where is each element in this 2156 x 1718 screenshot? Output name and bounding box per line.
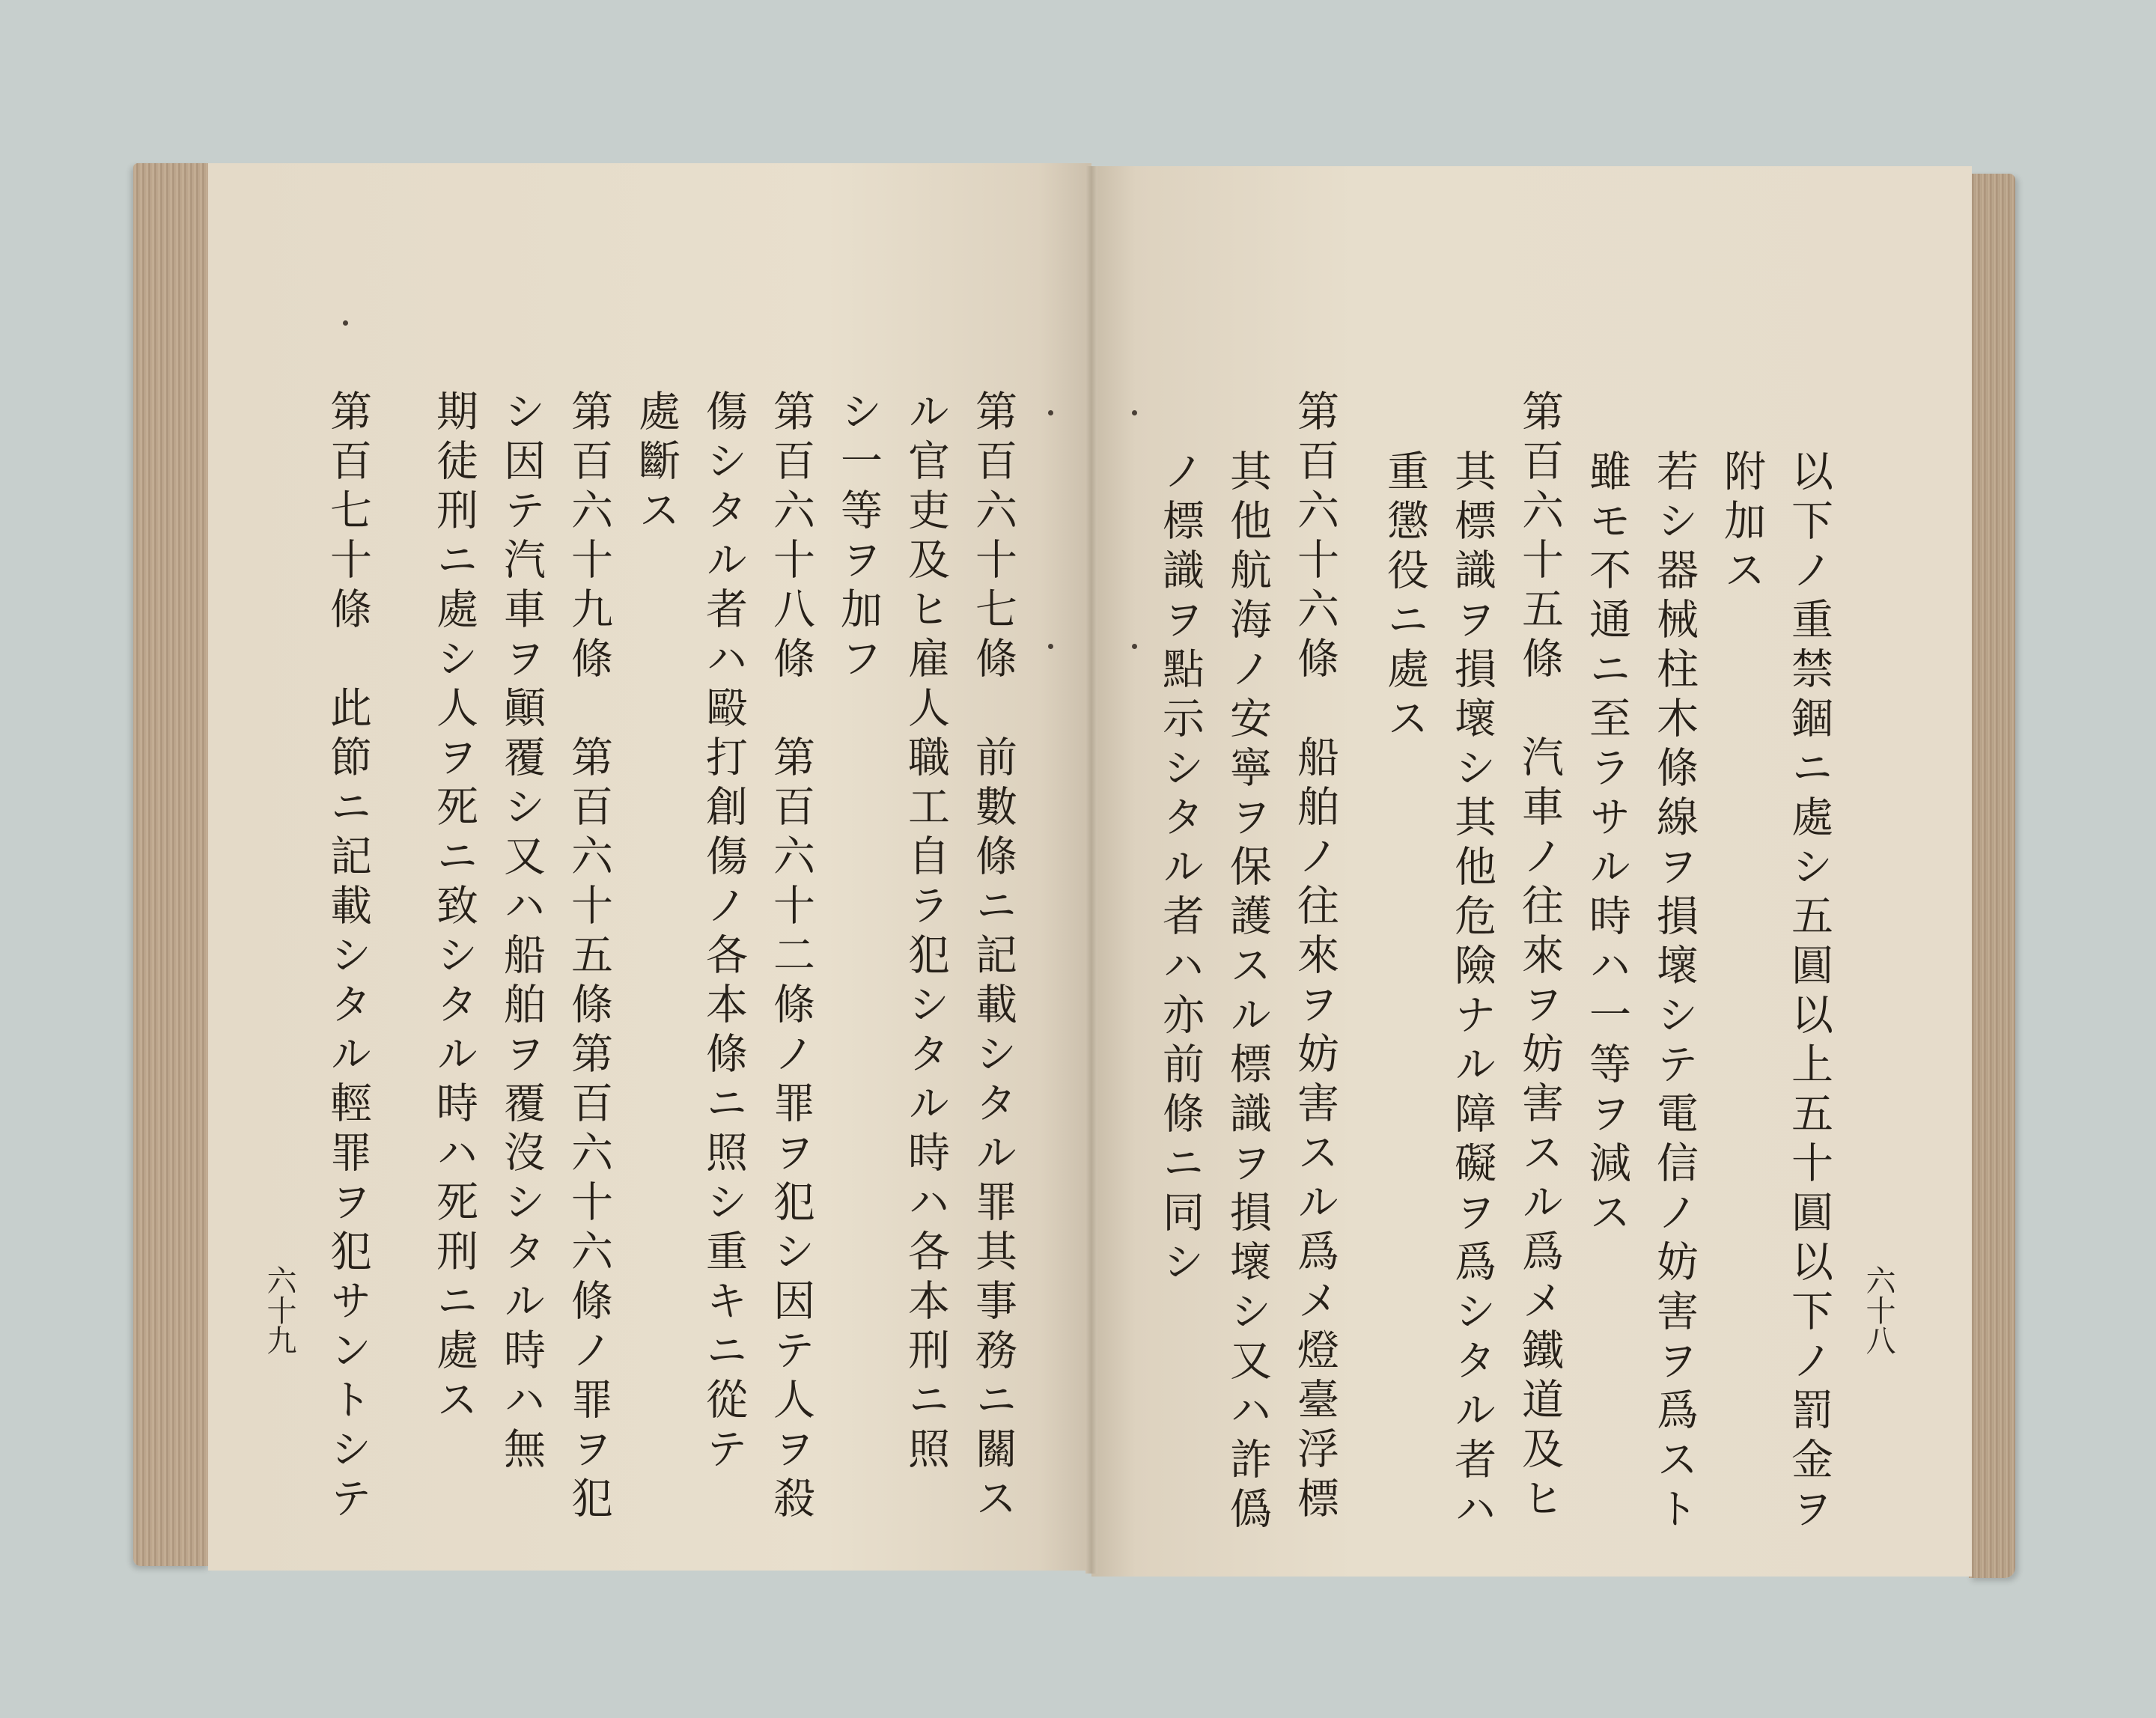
left-page-line: シ因テ汽車ヲ顚覆シ又ハ船舶ヲ覆沒シタル時ハ無 <box>497 389 546 1476</box>
ink-dot <box>1132 410 1137 415</box>
book-gutter <box>1085 166 1097 1574</box>
right-page-line: 第百六十六條 船舶ノ往來ヲ妨害スル爲メ燈臺浮標 <box>1291 389 1339 1526</box>
left-page-number: 六十九 <box>262 1265 296 1355</box>
left-page-edges <box>133 163 210 1566</box>
right-page-line: 第百六十五條 汽車ノ往來ヲ妨害スル爲メ鐵道及ヒ <box>1515 389 1564 1526</box>
right-page-edges <box>1969 174 2015 1578</box>
ink-dot <box>343 320 348 326</box>
right-page-line: 其標識ヲ損壞シ其他危險ナル障礙ヲ爲シタル者ハ <box>1448 449 1496 1536</box>
right-page-line: 若シ器械柱木條線ヲ損壞シテ電信ノ妨害ヲ爲スト <box>1650 449 1699 1536</box>
left-page-line: 第百七十條 此節ニ記載シタル輕罪ヲ犯サントシテ <box>323 389 372 1526</box>
ink-dot <box>1048 644 1053 649</box>
left-page-line: 第百六十七條 前數條ニ記載シタル罪其事務ニ關ス <box>969 389 1017 1526</box>
left-page-line: 第百六十九條 第百六十五條第百六十六條ノ罪ヲ犯 <box>564 389 613 1526</box>
left-page-line: 期徒刑ニ處シ人ヲ死ニ致シタル時ハ死刑ニ處ス <box>430 389 478 1427</box>
right-page-line: ノ標識ヲ點示シタル者ハ亦前條ニ同シ <box>1156 449 1205 1289</box>
right-page-line: 重懲役ニ處ス <box>1380 449 1429 746</box>
left-page-line: ル官吏及ヒ雇人職工自ラ犯シタル時ハ各本刑ニ照 <box>901 389 950 1476</box>
left-page-line: シ一等ヲ加フ <box>834 389 883 686</box>
left-page-line: 第百六十八條 第百六十二條ノ罪ヲ犯シ因テ人ヲ殺 <box>767 389 815 1526</box>
ink-dot <box>1132 644 1137 649</box>
left-page-line: 處斷ス <box>632 389 680 537</box>
ink-dot <box>1048 410 1053 415</box>
right-page-line: 其他航海ノ安寧ヲ保護スル標識ヲ損壞シ又ハ詐僞 <box>1223 449 1272 1536</box>
left-page-line: 傷シタル者ハ毆打創傷ノ各本條ニ照シ重キニ從テ <box>699 389 748 1476</box>
right-page-number: 六十八 <box>1861 1265 1895 1355</box>
right-page-line: 雖モ不通ニ至ラサル時ハ一等ヲ減ス <box>1583 449 1631 1240</box>
right-page-line: 附加ス <box>1717 449 1766 597</box>
right-page-line: 以下ノ重禁錮ニ處シ五圓以上五十圓以下ノ罰金ヲ <box>1785 449 1833 1536</box>
